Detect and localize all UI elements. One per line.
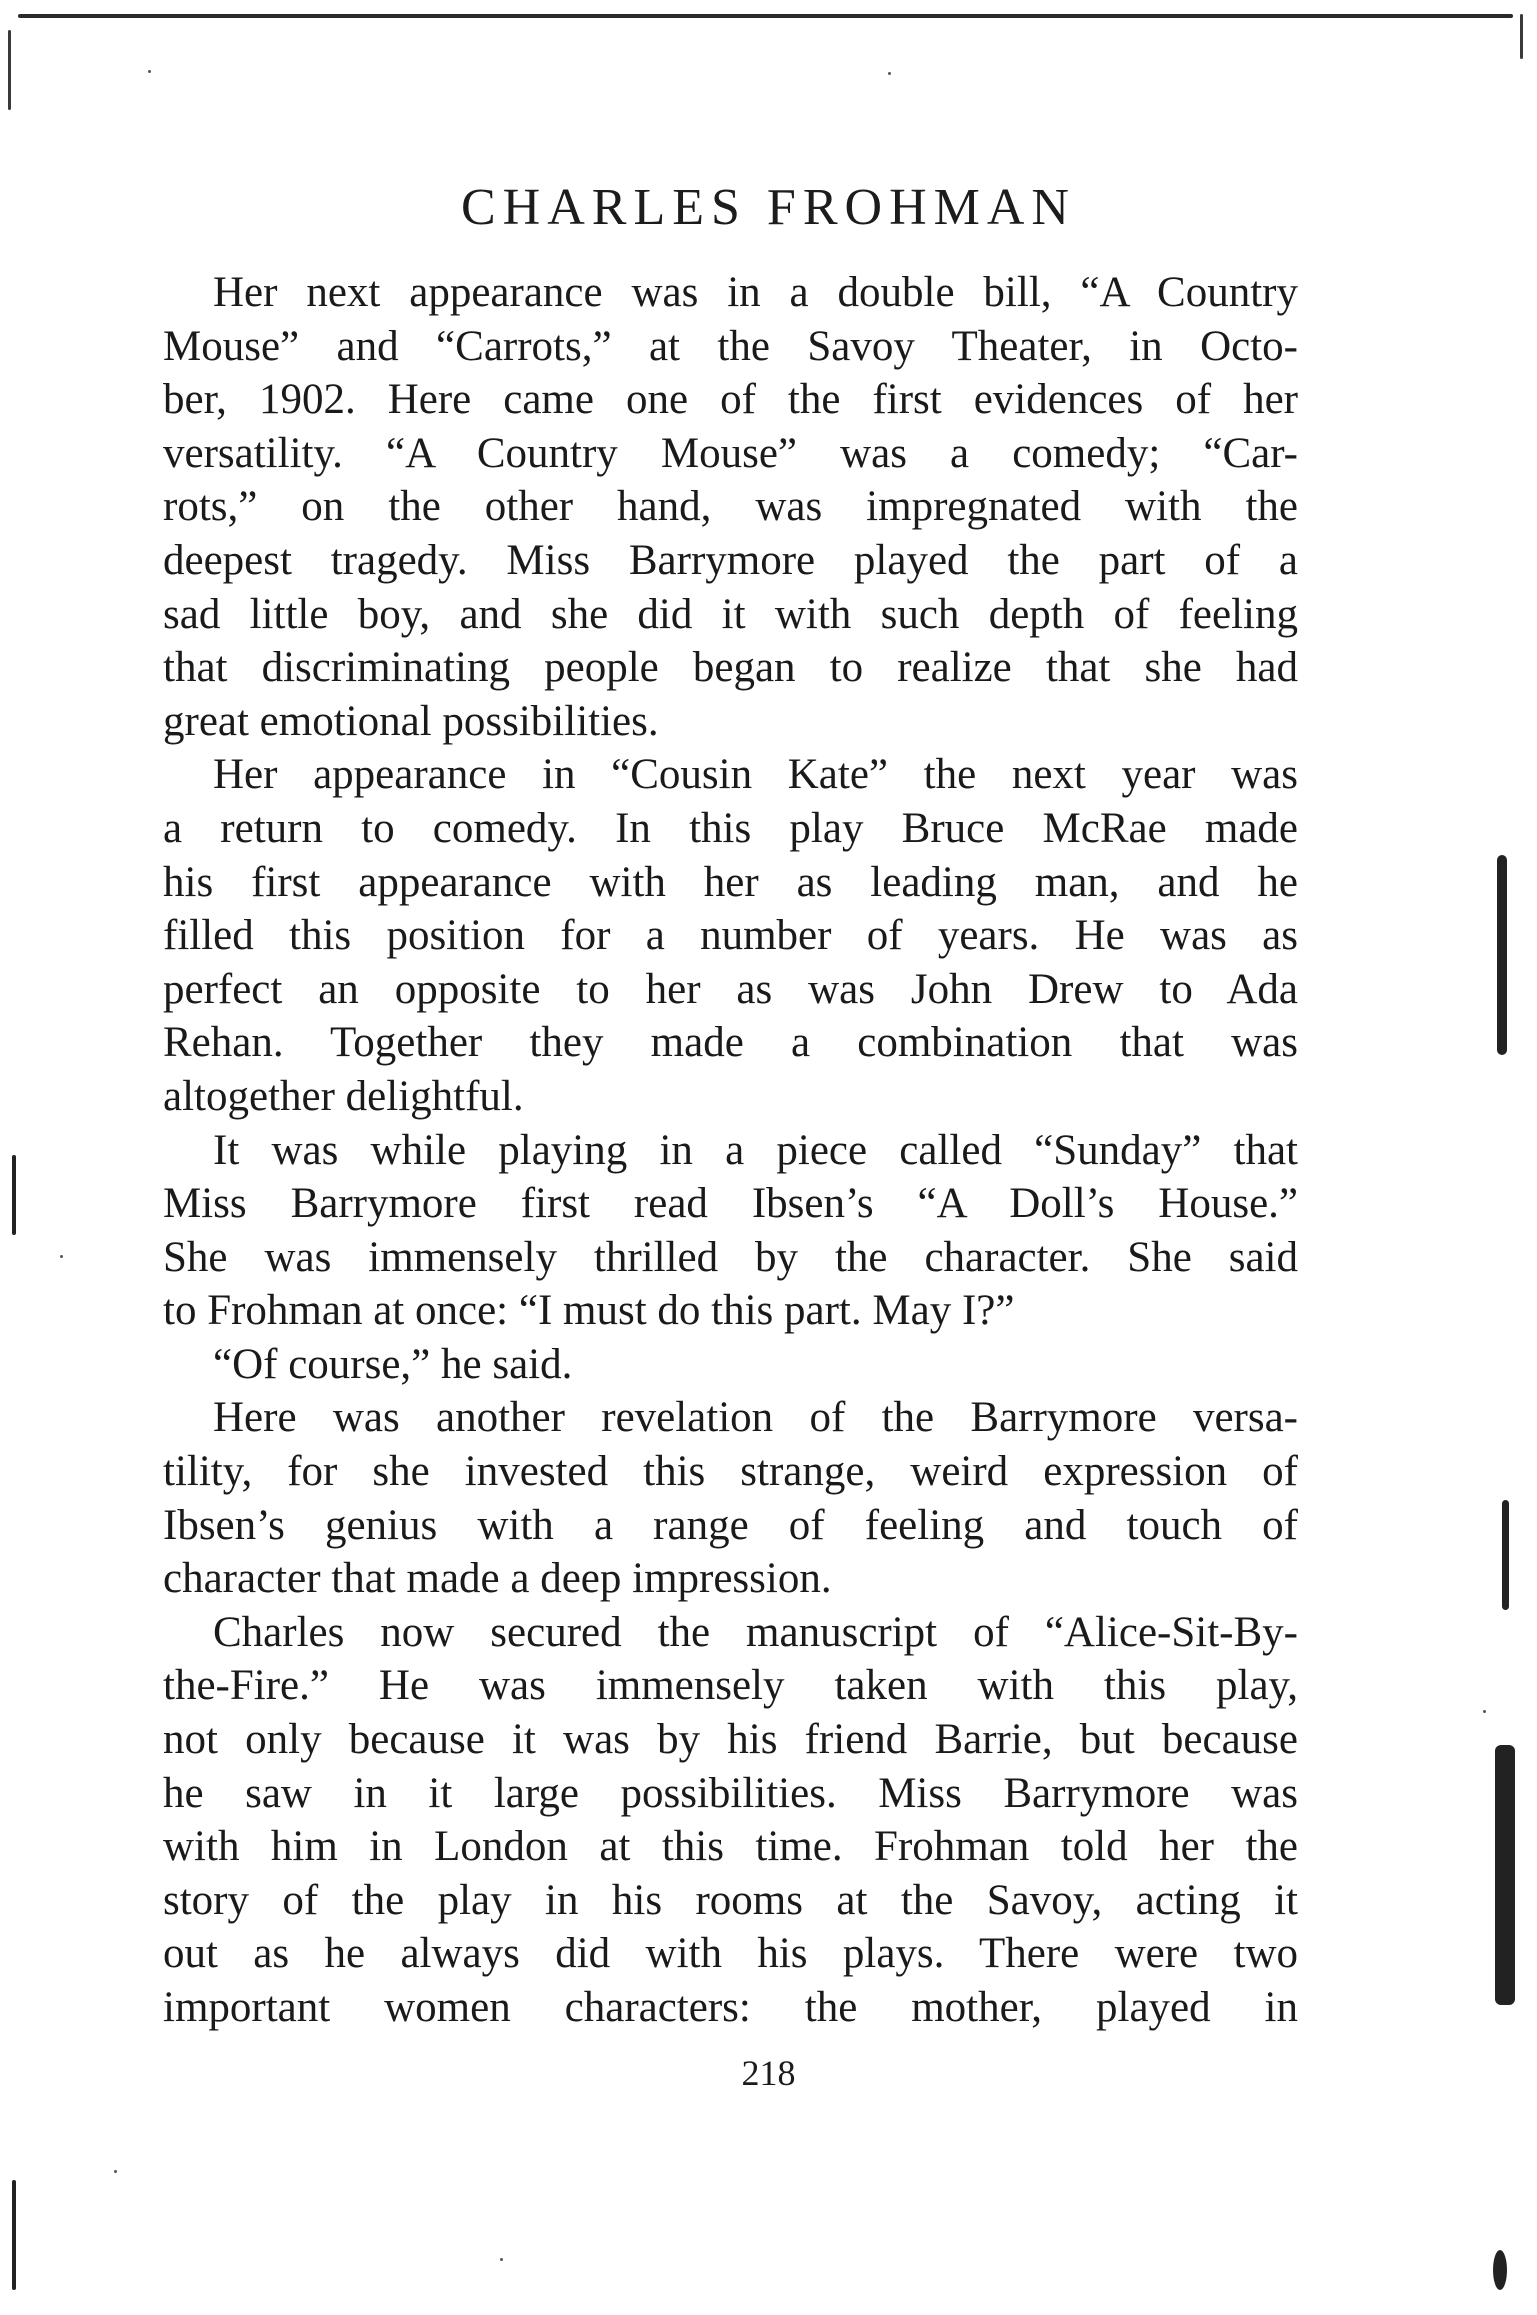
text-line: ber, 1902. Here came one of the first evidences of her [163,376,1298,424]
text-line: rots,” on the other hand, was impregnated with the [163,483,1298,531]
binding-shadow-mark [1493,2250,1507,2290]
text-line: that discriminating people began to realize that she had [163,644,1298,692]
running-head: CHARLES FROHMAN [461,179,1076,236]
binding-shadow-mark [1497,855,1507,1055]
page-number: 218 [741,2053,796,2093]
text-line: Charles now secured the manuscript of “Alice-Sit-By- [213,1608,1298,1656]
scan-speck [888,72,891,75]
text-line: Rehan. Together they made a combination that was [163,1019,1298,1067]
text-line: “Of course,” he said. [213,1340,573,1388]
text-line: important women characters: the mother, played in [163,1984,1298,2031]
text-line: Here was another revelation of the Barrymore versa- [213,1394,1298,1442]
text-line: character that made a deep impression. [163,1555,832,1603]
text-line: the-Fire.” He was immensely taken with this play, [163,1662,1298,1710]
text-line: to Frohman at once: “I must do this part. May I?” [163,1287,1015,1335]
binding-shadow-mark [1495,1745,1515,2005]
scan-speck [114,2170,117,2173]
text-line: Her appearance in “Cousin Kate” the next year was [213,751,1298,799]
text-line: perfect an opposite to her as was John Drew to Ada [163,965,1298,1013]
text-line: Her next appearance was in a double bill, “A Country [213,269,1298,316]
text-line: versatility. “A Country Mouse” was a comedy; “Car- [163,429,1298,477]
scan-speck [1483,1710,1486,1713]
text-line: sad little boy, and she did it with such depth of feeling [163,590,1298,638]
text-line: a return to comedy. In this play Bruce McRae made [163,804,1298,852]
text-line: Mouse” and “Carrots,” at the Savoy Theater, in Octo- [163,322,1298,370]
text-line: with him in London at this time. Frohman told her the [163,1823,1298,1871]
page-edge-top [18,14,1513,18]
text-line: Miss Barrymore first read Ibsen’s “A Doll’s House.” [163,1180,1298,1228]
text-line: not only because it was by his friend Barrie, but because [163,1716,1298,1764]
scan-speck [500,2258,503,2261]
text-line: out as he always did with his plays. There were two [163,1930,1298,1978]
binding-shadow-mark [1502,1500,1509,1610]
text-line: great emotional possibilities. [163,697,659,745]
body-text [163,266,1298,2035]
page-edge-mark [12,1155,16,1235]
text-line: filled this position for a number of years. He was as [163,912,1298,960]
page-edge-mark [12,2180,16,2290]
page-edge-right [1520,14,1523,59]
scan-speck [148,70,151,73]
text-line: his first appearance with her as leading man, and he [163,858,1298,906]
text-line: deepest tragedy. Miss Barrymore played the part of a [163,536,1298,584]
text-line: She was immensely thrilled by the character. She said [163,1233,1298,1281]
scan-speck [60,1255,63,1258]
text-line: Ibsen’s genius with a range of feeling and touch of [163,1501,1298,1549]
page-edge-left [8,30,11,110]
text-line: he saw in it large possibilities. Miss Barrymore was [163,1769,1298,1817]
text-line: altogether delightful. [163,1072,524,1120]
text-line: tility, for she invested this strange, weird expression of [163,1448,1298,1496]
text-line: story of the play in his rooms at the Savoy, acting it [163,1876,1298,1924]
text-line: It was while playing in a piece called “Sunday” that [213,1126,1298,1174]
